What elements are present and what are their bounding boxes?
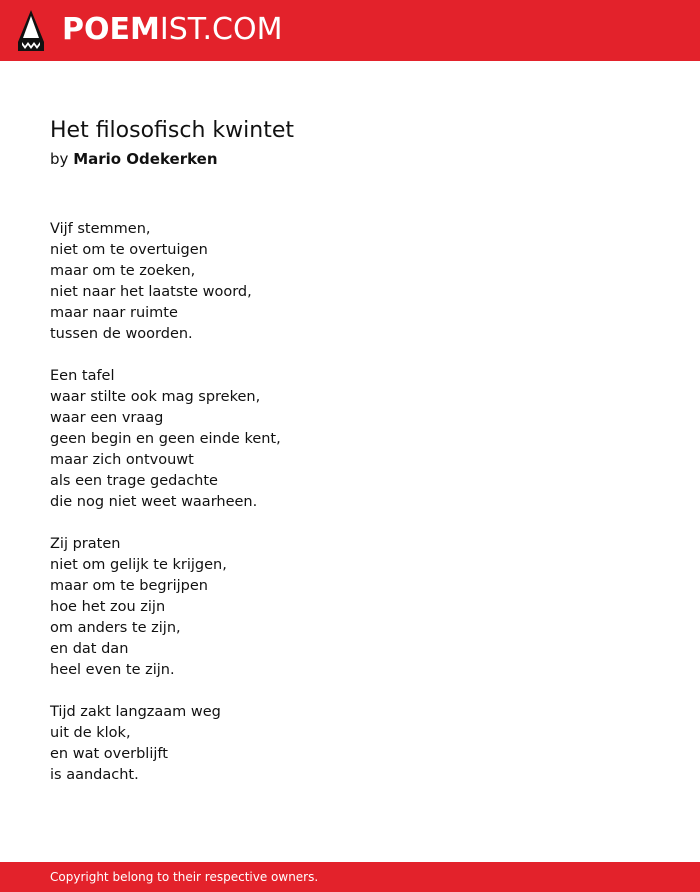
poem-stanza xyxy=(50,702,281,786)
poem-line: niet om gelijk te krijgen, xyxy=(50,557,227,573)
poem-line: heel even te zijn. xyxy=(50,662,175,678)
poem-author: Mario Odekerken xyxy=(73,150,218,168)
pencil-tip-icon[interactable] xyxy=(18,10,44,51)
by-label: by xyxy=(50,150,69,168)
poem-line: als een trage gedachte xyxy=(50,473,218,489)
poem-line: maar om te zoeken, xyxy=(50,263,196,279)
poem-byline xyxy=(50,149,218,169)
poem-line: Tijd zakt langzaam weg xyxy=(50,704,221,720)
poem-line: waar stilte ook mag spreken, xyxy=(50,389,261,405)
poem-line: waar een vraag xyxy=(50,410,164,426)
poem-line: die nog niet weet waarheen. xyxy=(50,494,258,510)
poem-line: niet om te overtuigen xyxy=(50,242,208,258)
poem-line: geen begin en geen einde kent, xyxy=(50,431,281,447)
poem-stanza xyxy=(50,219,281,345)
poem-line: is aandacht. xyxy=(50,767,139,783)
poem-stanza xyxy=(50,366,281,513)
poem-title: Het filosofisch kwintet xyxy=(50,118,294,143)
site-logo[interactable] xyxy=(62,12,282,48)
poem-line: tussen de woorden. xyxy=(50,326,193,342)
poem-line: maar zich ontvouwt xyxy=(50,452,194,468)
logo-bold-text: POEM xyxy=(62,12,160,47)
poem-line: Een tafel xyxy=(50,368,115,384)
poem-line: en dat dan xyxy=(50,641,129,657)
site-header xyxy=(0,0,700,61)
poem-line: Vijf stemmen, xyxy=(50,221,151,237)
logo-light-text: IST.COM xyxy=(159,12,283,47)
poem-line: om anders te zijn, xyxy=(50,620,181,636)
poem-stanza xyxy=(50,534,281,681)
poem-line: Zij praten xyxy=(50,536,121,552)
site-footer xyxy=(0,862,700,892)
poem-body xyxy=(50,219,281,807)
poem-line: maar naar ruimte xyxy=(50,305,178,321)
poem-line: maar om te begrijpen xyxy=(50,578,208,594)
poem-line: hoe het zou zijn xyxy=(50,599,166,615)
copyright-text: Copyright belong to their respective owners. xyxy=(50,870,319,884)
poem-line: en wat overblijft xyxy=(50,746,168,762)
poem-line: niet naar het laatste woord, xyxy=(50,284,252,300)
poem-line: uit de klok, xyxy=(50,725,131,741)
